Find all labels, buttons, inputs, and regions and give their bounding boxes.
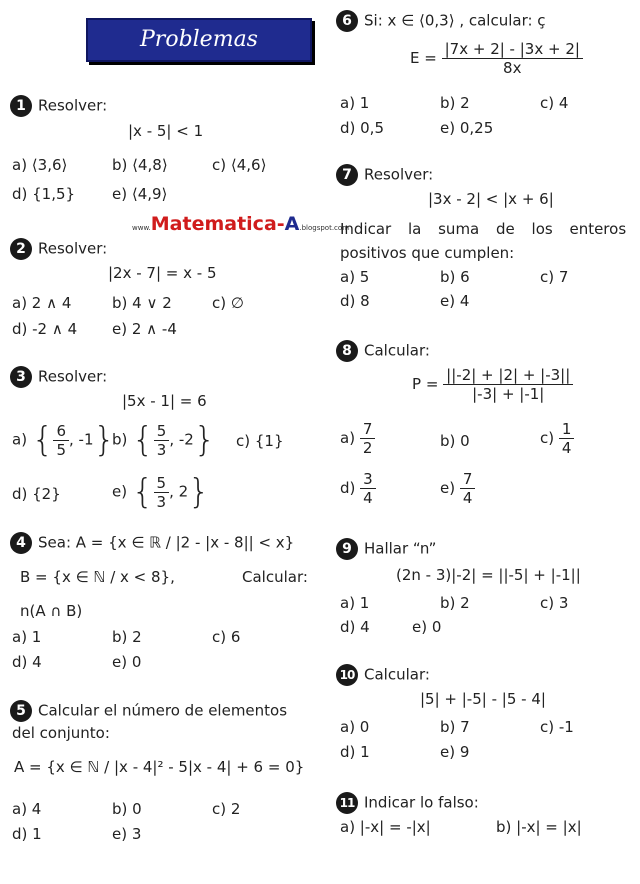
problem-heading: Calcular: [364, 341, 430, 360]
problem-8-equation [412, 366, 573, 403]
option-d: d) {2} [12, 485, 61, 503]
problem-heading: Hallar “n” [364, 539, 437, 558]
problem-1-equation: |x - 5| < 1 [128, 122, 204, 140]
option-b: b) ⟨4,8⟩ [112, 156, 168, 174]
option-d: d) 4 [12, 653, 42, 671]
option-e: e) 2 ∧ -4 [112, 320, 177, 338]
problem-number-badge: 11 [336, 792, 358, 814]
fraction [442, 40, 583, 77]
option-b [112, 420, 215, 460]
option-a: a) 5 [340, 268, 370, 286]
option-a [12, 420, 115, 460]
option-d: d) 1 [12, 825, 42, 843]
logo-suffix: .blogspot.com [299, 224, 350, 232]
option-label: e) [112, 482, 128, 501]
brace-open: { [31, 420, 54, 460]
site-logo [132, 213, 349, 235]
equation-lhs: P = [412, 375, 439, 393]
brace-close: } [193, 420, 216, 460]
option-c: c) 4 [540, 94, 569, 112]
denominator: 4 [561, 439, 572, 457]
option-a: a) 2 ∧ 4 [12, 294, 72, 312]
denominator: 4 [363, 489, 373, 507]
fraction [460, 470, 476, 507]
problem-heading: Calcular: [364, 665, 430, 684]
numerator: 5 [154, 422, 170, 441]
fraction [559, 420, 575, 457]
equation-lhs: E = [410, 49, 437, 67]
problem-heading: Si: x ∈ ⟨0,3⟩ , calcular: ç [364, 11, 546, 30]
logo-main: Matematica- [150, 213, 285, 235]
option-e [440, 470, 475, 507]
option-b: b) 7 [440, 718, 470, 736]
option-label: d) [340, 479, 356, 497]
problem-number-badge: 7 [336, 164, 358, 186]
option-e [112, 472, 210, 512]
option-rest: , 2 [169, 482, 189, 501]
option-rest: , -2 [169, 430, 194, 449]
option-label: e) [440, 479, 456, 497]
fraction [154, 422, 170, 459]
numerator: ||-2| + |2| + |-3|| [443, 366, 573, 385]
problem-7-header [336, 164, 433, 186]
option-e: e) 0,25 [440, 119, 494, 137]
problem-number-badge: 3 [10, 366, 32, 388]
fraction [443, 366, 573, 403]
problem-number-badge: 6 [336, 10, 358, 32]
problem-4-expression: n(A ∩ B) [20, 602, 83, 620]
option-b: b) 4 ∨ 2 [112, 294, 172, 312]
problem-4-set-b: B = {x ∈ ℕ / x < 8}, [20, 568, 175, 586]
problem-statement: Sea: A = {x ∈ ℝ / |2 - |x - 8|| < x} [38, 533, 295, 552]
option-rest: , -1 [69, 430, 94, 449]
fraction [53, 422, 69, 459]
option-c: c) -1 [540, 718, 574, 736]
problem-8-header [336, 340, 430, 362]
problem-number-badge: 10 [336, 664, 358, 686]
problem-2-header [10, 238, 107, 260]
problem-7-equation: |3x - 2| < |x + 6| [428, 190, 554, 208]
option-b: b) 0 [440, 432, 470, 450]
option-a: a) 1 [12, 628, 42, 646]
option-a: a) 1 [340, 94, 370, 112]
problem-9-header [336, 538, 436, 560]
problem-number-badge: 5 [10, 700, 32, 722]
problem-4-calc: Calcular: [242, 568, 308, 586]
problem-7-statement: Indicar la suma de los enteros [340, 220, 627, 238]
problem-number-badge: 8 [336, 340, 358, 362]
brace-open: { [131, 472, 154, 512]
denominator: 3 [156, 492, 167, 511]
problem-3-equation: |5x - 1| = 6 [122, 392, 207, 410]
option-b: b) 0 [112, 800, 142, 818]
option-c: c) 7 [540, 268, 569, 286]
brace-close: } [188, 472, 210, 512]
fraction [154, 474, 170, 511]
problem-statement: Calcular el número de elementos [38, 701, 288, 720]
option-d [340, 470, 376, 507]
option-a: a) |-x| = -|x| [340, 818, 431, 836]
numerator: 7 [460, 470, 476, 489]
problem-heading: Indicar lo falso: [364, 793, 479, 812]
option-c: c) ∅ [212, 294, 244, 312]
option-c [540, 420, 574, 457]
option-c: c) {1} [236, 432, 284, 450]
problem-6-equation [410, 40, 583, 77]
problem-heading: Resolver: [38, 239, 108, 258]
problem-11-header [336, 792, 479, 814]
option-e: e) 0 [412, 618, 442, 636]
denominator: 4 [462, 489, 473, 507]
option-d: d) 1 [340, 743, 370, 761]
numerator: 3 [360, 470, 376, 489]
problem-5-statement-2: del conjunto: [12, 724, 110, 742]
fraction [360, 470, 376, 507]
option-b: b) 6 [440, 268, 470, 286]
problem-5-header [10, 700, 287, 722]
option-label: a) [12, 430, 28, 449]
problem-7-statement-2: positivos que cumplen: [340, 244, 515, 262]
numerator: 1 [559, 420, 575, 439]
problem-number-badge: 4 [10, 532, 32, 554]
option-c: c) ⟨4,6⟩ [212, 156, 267, 174]
problem-number-badge: 2 [10, 238, 32, 260]
option-label: c) [540, 429, 555, 447]
page-title: Problemas Propuestos [86, 18, 312, 62]
denominator: |-3| + |-1| [472, 385, 545, 403]
problem-6-header [336, 10, 546, 32]
option-b: b) 2 [440, 594, 470, 612]
option-label: a) [340, 429, 356, 447]
option-a [340, 420, 375, 457]
numerator: 6 [53, 422, 69, 441]
problem-10-expression: |5| + |-5| - |5 - 4| [420, 690, 546, 708]
option-b: b) 2 [440, 94, 470, 112]
option-a: a) 0 [340, 718, 370, 736]
problem-heading: Resolver: [38, 96, 108, 115]
option-c: c) 6 [212, 628, 241, 646]
numerator: 5 [154, 474, 170, 493]
option-c: c) 3 [540, 594, 569, 612]
denominator: 3 [156, 440, 167, 459]
option-c: c) 2 [212, 800, 241, 818]
option-b: b) |-x| = |x| [496, 818, 582, 836]
denominator: 5 [56, 440, 67, 459]
option-d: d) -2 ∧ 4 [12, 320, 78, 338]
problem-9-equation: (2n - 3)|-2| = ||-5| + |-1|| [396, 566, 581, 584]
problem-number-badge: 9 [336, 538, 358, 560]
problem-4-header [10, 532, 294, 554]
denominator: 8x [503, 59, 522, 77]
logo-letter: A [284, 213, 300, 235]
problem-10-header [336, 664, 430, 686]
problem-2-equation: |2x - 7| = x - 5 [108, 264, 217, 282]
numerator: 7 [360, 420, 376, 439]
option-e: e) 9 [440, 743, 470, 761]
option-d: d) 0,5 [340, 119, 384, 137]
problem-3-header [10, 366, 107, 388]
problem-heading: Resolver: [38, 367, 108, 386]
fraction [360, 420, 376, 457]
option-e: e) 4 [440, 292, 470, 310]
brace-open: { [132, 420, 154, 460]
option-e: e) 0 [112, 653, 142, 671]
problem-number-badge: 1 [10, 95, 32, 117]
denominator: 2 [362, 439, 373, 457]
option-a: a) ⟨3,6⟩ [12, 156, 68, 174]
problem-1-header [10, 95, 107, 117]
option-a: a) 1 [340, 594, 370, 612]
option-d: d) 8 [340, 292, 370, 310]
option-e: e) ⟨4,9⟩ [112, 185, 168, 203]
option-b: b) 2 [112, 628, 142, 646]
option-label: b) [112, 430, 128, 449]
option-e: e) 3 [112, 825, 142, 843]
problem-5-equation: A = {x ∈ ℕ / |x - 4|² - 5|x - 4| + 6 = 0} [14, 758, 305, 776]
problem-heading: Resolver: [364, 165, 434, 184]
option-d: d) {1,5} [12, 185, 76, 203]
option-d: d) 4 [340, 618, 370, 636]
numerator: |7x + 2| - |3x + 2| [442, 40, 583, 59]
option-a: a) 4 [12, 800, 42, 818]
brace-close: } [93, 420, 116, 460]
logo-prefix: www. [132, 224, 151, 232]
